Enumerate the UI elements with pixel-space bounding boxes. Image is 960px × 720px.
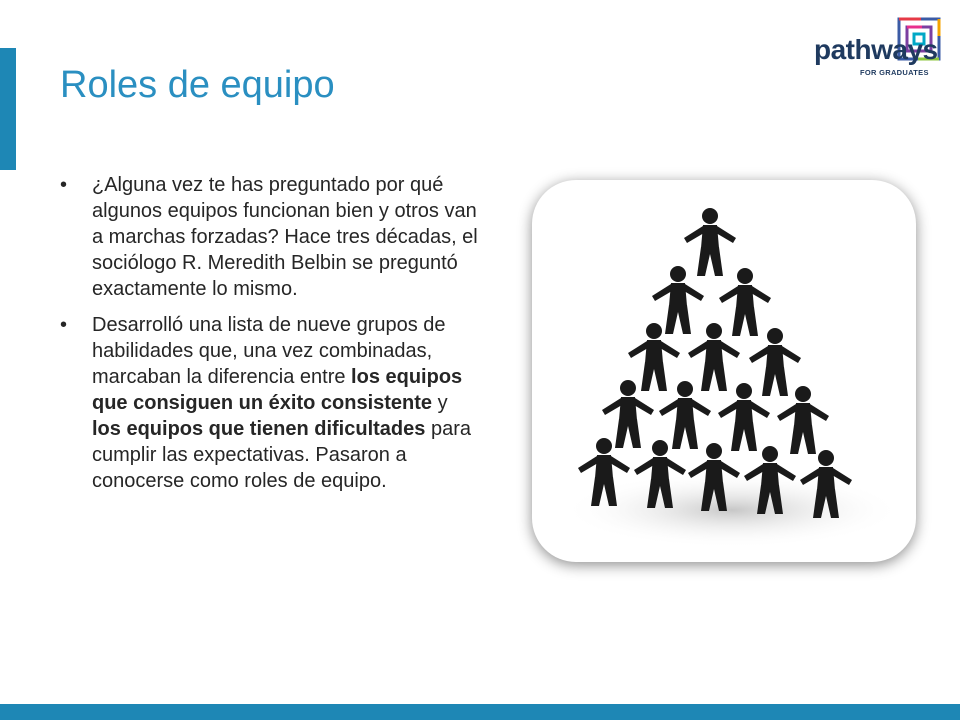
bullet-text: Desarrolló una lista de nueve grupos de habilidades que, una vez combinadas, marcaban la diferencia entre <box>92 314 446 388</box>
slide-title: Roles de equipo <box>60 64 335 106</box>
bullet-marker: • <box>60 174 68 196</box>
bullet-emphasis: los equipos que tienen dificultades <box>92 418 426 440</box>
pathways-logo <box>812 14 944 78</box>
bullet-text: y <box>432 392 448 414</box>
bottom-accent-bar <box>0 704 960 720</box>
bullet-item <box>60 172 480 302</box>
logo-tagline: FOR GRADUATES <box>860 68 929 77</box>
stick-figure-icon <box>718 383 770 451</box>
bullet-item <box>60 312 480 494</box>
people-pyramid-illustration <box>532 180 916 562</box>
bullet-emphasis: los equipos que consiguen un éxito consistente <box>92 366 463 414</box>
stick-figure-icon <box>688 323 740 391</box>
stick-figure-icon <box>777 386 829 454</box>
stick-figure-icon <box>652 266 704 334</box>
stick-figure-icon <box>719 268 771 336</box>
logo-wordmark: pathways <box>814 34 938 65</box>
stick-figure-icon <box>749 328 801 396</box>
stick-figure-icon <box>659 381 711 449</box>
bullet-text: ¿Alguna vez te has preguntado por qué algunos equipos funcionan bien y otros van a marchas forzadas? Hace tres décadas, el sociólogo R. Meredith Belbin se preguntó exactamente lo mismo. <box>92 174 478 300</box>
bullet-marker: • <box>60 314 68 336</box>
stick-figure-icon <box>684 208 736 276</box>
bullet-list <box>60 172 480 504</box>
bullet-text: para cumplir las expectativas. Pasaron a conocerse como roles de equipo. <box>92 418 471 492</box>
left-accent-bar <box>0 48 16 170</box>
pyramid-image <box>532 180 916 562</box>
